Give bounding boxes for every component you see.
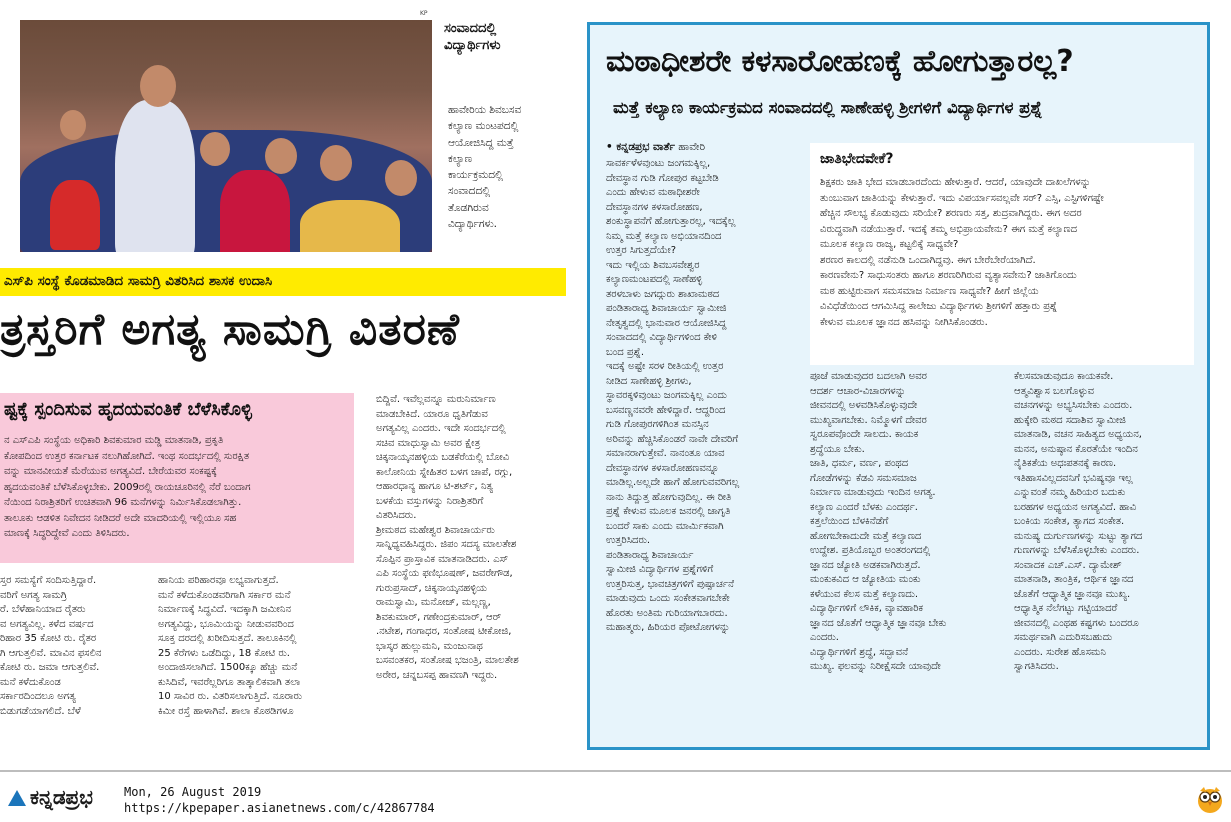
- kicker-band: [0, 268, 566, 296]
- right-article-column-1: ಸಾವರ್ಕಳೆಳವುಂಟು ಜಂಗಮಕ್ಕಿಲ್ಲ, ದೇವಸ್ಥಾನ ಗುಡಿ ಗೋಪುರ ಕಟ್ಟಬೇಡಿ ಎಂದು ಹೇಳುವ ಮಠಾಧೀಶರೇ ದೇವಸ್ಥಾನಗಳ ಕಳಸಾರೋಹಣ, ಶಂಕುಸ್ಥಾಪನೆಗೆ ಹೋಗುತ್ತಾರಲ್ಲ, ಇದಕ್ಕೆಲ್ಲ ನಿಮ್ಮ ಮತ್ತೆ ಕಲ್ಯಾಣ ಅಭಿಯಾನದಿಂದ ಉತ್ತರ ಸಿಗುತ್ತದೆಯೇ? ಇದು ಇಲ್ಲಿಯ ಶಿವಬಸವೇಶ್ವರ ಕಲ್ಯಾಣಮಂಟಪದಲ್ಲಿ ಸಾಣೆಹಳ್ಳಿ ತರಳಬಾಳು ಜಗದ್ಗುರು ಶಾಖಾಮಠದ ಪಂಡಿತಾರಾಧ್ಯ ಶಿವಾಚಾರ್ಯ ಸ್ವಾಮೀಜಿ ನೇತೃತ್ವದಲ್ಲಿ ಭಾನುವಾರ ಆಯೋಜಿಸಿದ್ದ ಸಂವಾದದಲ್ಲಿ ವಿದ್ಯಾರ್ಥಿಗಳಿಂದ ಕೇಳಿ ಬಂದ ಪ್ರಶ್ನೆ. ಇದಕ್ಕೆ ಅಷ್ಟೇ ಸರಳ ರೀತಿಯಲ್ಲಿ ಉತ್ತರ ನೀಡಿದ ಸಾಣೇಹಳ್ಳಿ ಶ್ರೀಗಳು, ಸ್ಥಾವರಕ್ಕಳಿವುಂಟು ಜಂಗಮಕ್ಕಿಲ್ಲ ಎಂದು ಬಸವಣ್ಣನವರೇ ಹೇಳಿದ್ದಾರೆ. ಆದ್ದರಿಂದ ಗುಡಿ ಗೋಪುರಗಳಿಗಿಂತ ಮನಸ್ಸಿನ ಅರಿವನ್ನು ಹೆಚ್ಚಿಸಿಕೊಂಡರೆ ನಾವೇ ದೇವರಿಗೆ ಸಮಾನರಾಗುತ್ತೇವೆ. ನಾನಂತೂ ಯಾವ ದೇವಸ್ಥಾನಗಳ ಕಳಸಾರೋಹಣವನ್ನೂ ಮಾಡಿಲ್ಲ.ಅಲ್ಲದೇ ಹಾಗೆ ಹೋಗುವವರಿಗಲ್ಲ ನಾನು ತಿದ್ದುತ್ತ ಹೋಗುವುದಿಲ್ಲ. ಈ ರೀತಿ ಪ್ರಶ್ನೆ ಕೇಳುವ ಮೂಲಕ ಜನರಲ್ಲಿ ಜಾಗೃತಿ ಬಂದರೆ ಸಾಕು ಎಂದು ಮಾರ್ಮಿಕವಾಗಿ ಉತ್ತರಿಸಿದರು. ಪಂಡಿತಾರಾಧ್ಯ ಶಿವಾಚಾರ್ಯ ಸ್ವಾಮೀಜಿ ವಿದ್ಯಾರ್ಥಿಗಳ ಪ್ರಶ್ನೆಗಳಿಗೆ ಉತ್ತರಿಸುತ್ತ, ಭಾವಚಿತ್ರಗಳಿಗೆ ಪುಷ್ಪಾರ್ಚನೆ ಮಾಡುವುದು ಒಂದು ಸಂಕೇತವಾಗಬೇಕೇ ಹೊರತು ಅಂತಿಮ ಗುರಿಯಾಗಬಾರದು. ಮಹಾತ್ಮರು, ಹಿರಿಯರ ಪೋಟೋಗಳನ್ನು: [606, 158, 740, 633]
- byline: [606, 141, 705, 154]
- edition-url[interactable]: https://kpepaper.asianetnews.com/c/42867784: [124, 801, 435, 815]
- kannada-prabha-logo[interactable]: [8, 785, 93, 809]
- right-article-column-2: ಪೂಜೆ ಮಾಡುವುದರ ಬದಲಾಗಿ ಅವರ ಆದರ್ಶ ಆಚಾರ-ವಿಚಾರಗಳನ್ನು ಜೀವನದಲ್ಲಿ ಅಳವಡಿಸಿಕೊಳ್ಳುವುದೇ ಮುಖ್ಯವಾಗಬೇಕು. ನಿಮ್ಮೊಳಗೆ ದೇವರ ಸ್ವರೂಪವೊಂದೇ ಸಾಲದು. ಕಾಯಕ ಶ್ರದ್ಧೆಯೂ ಬೇಕು. ಜಾತಿ, ಧರ್ಮ, ವರ್ಣ, ಪಂಥದ ಗೋಡೆಗಳನ್ನು ಕೆಡವಿ ಸಮಸಮಾಜ ನಿರ್ಮಾಣ ಮಾಡುವುದು ಇಂದಿನ ಅಗತ್ಯ. ಕಲ್ಯಾಣ ಎಂದರೆ ಬೆಳಕು ಎಂದರ್ಥ. ಕತ್ತಲೆಯಿಂದ ಬೆಳಕಿನೆಡೆಗೆ ಹೋಗಬೇಕಾದುದೇ ಮತ್ತೆ ಕಲ್ಯಾಣದ ಉದ್ದೇಶ. ಪ್ರತಿಯೊಬ್ಬರ ಅಂತರಂಗದಲ್ಲಿ ಜ್ಞಾನದ ಜ್ಯೋತಿ ಅಡಕವಾಗಿರುತ್ತದೆ. ಮಂಕುಕವಿದ ಆ ಜ್ಯೋತಿಯ ಮಂಕು ಕಳೆಯುವ ಕೆಲಸ ಮತ್ತೆ ಕಲ್ಯಾಣದು. ವಿದ್ಯಾರ್ಥಿಗಳಿಗೆ ಲೌಕಿಕ, ವ್ಯಾವಹಾರಿಕ ಜ್ಞಾನದ ಜೊತೆಗೆ ಆಧ್ಯಾತ್ಮಿಕ ಜ್ಞಾನವೂ ಬೇಕು ಎಂದರು. ವಿದ್ಯಾರ್ಥಿಗಳಿಗೆ ಶ್ರದ್ಧೆ, ಸದ್ಭಾವನೆ ಮುಖ್ಯ. ಫಲವನ್ನು ನಿರೀಕ್ಷೆಸದೇ ಯಾವುದೇ: [810, 371, 947, 672]
- sidebar-body: ಶಿಕ್ಷಕರು ಜಾತಿ ಭೇದ ಮಾಡಬಾರದೆಂದು ಹೇಳುತ್ತಾರೆ. ಆದರೆ, ಯಾವುದೇ ದಾಖಲೆಗಳನ್ನು ತುಂಬುವಾಗ ಜಾತಿಯನ್ನು ಕೇಳುತ್ತಾರೆ. ಇದು ವಿಪರ್ಯಾಸವಲ್ಲವೇ ಸರ್? ಎಸ್ಸಿ, ಎಸ್ಟಿಗಳಿಗಷ್ಟೇ ಹೆಚ್ಚಿನ ಸೌಲಭ್ಯ ಕೊಡುವುದು ಸರಿಯೇ? ಶರಣರು ಸತ್ತ, ಶುದ್ರವಾಗಿದ್ದರು. ಈಗ ಅದರ ವಿರುದ್ಧವಾಗಿ ನಡೆಯುತ್ತಾರೆ. ಇದಕ್ಕೆ ತಮ್ಮ ಅಭಿಪ್ರಾಯವೇನು? ಈಗ ಮತ್ತೆ ಕಲ್ಯಾಣದ ಮೂಲಕ ಕಲ್ಯಾಣ ರಾಜ್ಯ, ಕಟ್ಟಲಿಕ್ಕೆ ಸಾಧ್ಯವೇ? ಶರಣರ ಕಾಲದಲ್ಲಿ ನಡೆನುಡಿ ಒಂದಾಗಿದ್ದವು. ಈಗ ಬೇರೆಬೇರೆಯಾಗಿದೆ. ಕಾರಣವೇನು? ಸಾಧುಸಂತರು ಹಾಗೂ ಶರಣರಿಗಿರುವ ವ್ಯತ್ಯಾಸವೇನು? ಜಾತಿಗೊಂದು ಮಠ ಹುಟ್ಟಿರುವಾಗ ಸಮಸಮಾಜ ನಿರ್ಮಾಣ ಸಾಧ್ಯವೇ? ಹೀಗೆ ಜಿಲ್ಲೆಯ ವಿವಿಧೆಡೆಯಿಂದ ಆಗಮಿಸಿದ್ದ ಕಾಲೇಜು ವಿದ್ಯಾರ್ಥಿಗಳು ಶ್ರೀಗಳಿಗೆ ಹತ್ತಾರು ಪ್ರಶ್ನೆ ಕೇಳುವ ಮೂಲಕ ಜ್ಞಾನದ ಹಸಿವನ್ನು ನೀಗಿಸಿಕೊಂಡರು.: [820, 177, 1104, 328]
- pink-box-heading: ಷ್ಟಕ್ಕೆ ಸ್ಪಂದಿಸುವ ಹೃದಯವಂತಿಕೆ ಬೆಳೆಸಿಕೊಳ್ಳಿ: [4, 399, 252, 420]
- footer-divider: [0, 770, 1231, 772]
- left-headline: ತ್ರಸ್ತರಿಗೆ ಅಗತ್ಯ ಸಾಮಗ್ರಿ ವಿತರಣೆ: [0, 304, 460, 355]
- right-article-column-3: ಕೆಲಸಮಾಡುವುದೂ ಕಾಯಕವೇ. ಆತ್ಮವಿಶ್ವಾಸ ಬಲಗೊಳ್ಳುವ ವಚನಗಳನ್ನು ಅಭ್ಯಸಿಸಬೇಕು ಎಂದರು. ಹುಕ್ಕೇರಿ ಮಠದ ಸದಾಶಿವ ಸ್ವಾಮೀಜಿ ಮಾತನಾಡಿ, ವಚನ ಸಾಹಿತ್ಯದ ಅಧ್ಯಯನ, ಮನನ, ಅನುಷ್ಠಾನ ಕೊರತೆಯೇ ಇಂದಿನ ನೈತಿಕತೆಯ ಅಧಃಪತನಕ್ಕೆ ಕಾರಣ. ಇತಿಹಾಸವಿಲ್ಲದವನಿಗೆ ಭವಿಷ್ಯವೂ ಇಲ್ಲ ಎನ್ನುವಂತೆ ನಮ್ಮ ಹಿರಿಯರ ಬದುಕು ಬರಹಗಳ ಅಧ್ಯಯನ ಅಗತ್ಯವಿದೆ. ಹಾವಿ ಬಂಕಿಯ ಸಂಕೇತ, ತ್ಯಾಗದ ಸಂಕೇತ. ಮನುಷ್ಯ ದುರ್ಗುಣಗಳನ್ನು ಸುಟ್ಟು ತ್ಯಾಗದ ಗುಣಗಳನ್ನು ಬೆಳೆಸಿಕೊಳ್ಳಬೇಕು ಎಂದರು. ಸಂವಾದಕ ಎಚ್.ಎಸ್. ದ್ಯಾಮೇಶ್ ಮಾತನಾಡಿ, ತಾಂತ್ರಿಕ, ಆರ್ಥಿಕ ಜ್ಞಾನದ ಜೊತೆಗೆ ಆಧ್ಯಾತ್ಮಿಕ ಜ್ಞಾನವೂ ಮುಖ್ಯ. ಆಧ್ಯಾತ್ಮಿಕ ನೆಲೆಗಟ್ಟು ಗಟ್ಟಿಯಾದರೆ ಜೀವನದಲ್ಲಿ ಎಂಥಹ ಕಷ್ಟಗಳು ಬಂದರೂ ಸಮರ್ಥವಾಗಿ ಎದುರಿಸಬಹುದು ಎಂದರು. ಸುರೇಶ ಹೊಸಮನಿ ಸ್ವಾಗತಿಸಿದರು.: [1014, 371, 1143, 672]
- right-headline: ಮಠಾಧೀಶರೇ ಕಳಸಾರೋಹಣಕ್ಕೆ ಹೋಗುತ್ತಾರಲ್ಲ?: [606, 44, 1074, 79]
- logo-mark-icon: [8, 790, 26, 806]
- kicker-text: ಎಸ್‌ಪಿ ಸಂಸ್ಥೆ ಕೊಡಮಾಡಿದ ಸಾಮಗ್ರಿ ವಿತರಿಸಿದ ಶಾಸಕ ಉದಾಸಿ: [4, 273, 273, 289]
- owl-icon[interactable]: [1196, 784, 1224, 814]
- pink-highlight-box: [0, 393, 354, 563]
- photo-credit-label: KP: [420, 10, 428, 17]
- byline-place: ಹಾವೇರಿ: [678, 141, 705, 153]
- logo-text: ಕನ್ನಡಪ್ರಭ: [30, 785, 93, 809]
- left-article-column-3: ಬಿದ್ದಿವೆ. ಇವೆಲ್ಲವನ್ನೂ ಮರುನಿರ್ಮಾಣ ಮಾಡಬೇಕಿದೆ. ಯಾರೂ ಧೃತಿಗೆಡುವ ಅಗತ್ಯವಿಲ್ಲ ಎಂದರು. ಇದೇ ಸಂದರ್ಭದಲ್ಲಿ ಸಚಿವ ಮಾಧುಸ್ವಾಮಿ ಅವರ ಕ್ಷೇತ್ರ ಚಿಕ್ಕನಾಯ್ಕನಹಳ್ಳಿಯ ಬಡಕೆರೆಯಲ್ಲಿ ಬೋವಿ ಕಾಲೋನಿಯ ಸ್ನೇಹಿತರ ಬಳಗ ಚಾಪೆ, ರಗ್ಗು, ಆಹಾರಧಾನ್ಯ ಹಾಗೂ ಟಿ-ಶರ್ಟ್, ನಿತ್ಯ ಬಳಕೆಯ ವಸ್ತುಗಳನ್ನು ನಿರಾಶ್ರಿತರಿಗೆ ವಿತರಿಸಿದರು. ಶ್ರೀಮಠದ ಮಹೇಶ್ವರ ಶಿವಾಚಾರ್ಯರು ಸಾನ್ನಿಧ್ಯವಹಿಸಿದ್ದರು. ಜಿಪಂ ಸದಸ್ಯ ಮಾಲತೇಶ ಸೊಪ್ಪಿನ ಪ್ರಾಸ್ತಾವಿಕ ಮಾತನಾಡಿದರು. ಎಸ್ ಎಪಿ ಸಂಸ್ಥೆಯ ಫಣಿಭೂಷಣ್, ಜವರೇಗೌಡ, ಗುರುಪ್ರಸಾದ್, ಚಿಕ್ಕನಾಯ್ಕನಹಳ್ಳಿಯ ರಾಮಸ್ವಾಮಿ, ಮನೋಜ್, ಮಲ್ಲಣ್ಣ, ಶಿವಕುಮಾರ್, ಗಣೇಂದ್ರಕುಮಾರ್, ಆರ್ .ನಟೇಶ, ಗಂಗಾಧರ, ಸಂತೋಷ ಟೀಕೋಜಿ, ಭಾಸ್ಕರ ಹುಲ್ಲುಮನಿ, ಮಂಜುನಾಥ ಬಸವಂತಕರ, ಸಂತೋಷ ಭಜಂತ್ರಿ, ಮಾಲತೇಶ ಅರೇರ, ಚನ್ನಬಸಪ್ಪ ಹಾವಣಗಿ ಇದ್ದರು.: [376, 394, 519, 681]
- photo-caption-body: ಹಾವೇರಿಯ ಶಿವಬಸವ ಕಲ್ಯಾಣ ಮಂಟಪದಲ್ಲಿ ಆಯೋಜಿಸಿದ್ದ ಮತ್ತೆ ಕಲ್ಯಾಣ ಕಾರ್ಯಕ್ರಮದಲ್ಲಿ ಸಂವಾದದಲ್ಲಿ ತೊಡಗಿರುವ ವಿದ್ಯಾರ್ಥಿಗಳು.: [448, 104, 522, 230]
- photo-caption-title: ಸಂವಾದದಲ್ಲಿ ವಿದ್ಯಾರ್ಥಿಗಳು: [444, 21, 501, 54]
- right-subheadline: ಮತ್ತೆ ಕಲ್ಯಾಣ ಕಾರ್ಯಕ್ರಮದ ಸಂವಾದದಲ್ಲಿ ಸಾಣೇಹಳ್ಳಿ ಶ್ರೀಗಳಿಗೆ ವಿದ್ಯಾರ್ಥಿಗಳ ಪ್ರಶ್ನೆ: [613, 98, 1043, 117]
- sidebar-heading: ಜಾತಿಭೇದವೇಕೆ?: [820, 151, 894, 167]
- students-photo: [20, 20, 432, 252]
- left-article-column-2: ಹಾನಿಯ ಪರಿಹಾರವೂ ಲಭ್ಯವಾಗುತ್ತದೆ. ಮನೆ ಕಳೆದುಕೊಂಡವರಿಗಾಗಿ ಸರ್ಕಾರ ಮನೆ ನಿರ್ಮಾಣಕ್ಕೆ ಸಿದ್ಧವಿದೆ. ಇದಕ್ಕಾಗಿ ಜಮೀನಿನ ಅಗತ್ಯವಿದ್ದು, ಭೂಮಿಯನ್ನು ನೀಡುವವರಿಂದ ಸೂಕ್ತ ದರದಲ್ಲಿ ಖರೀದಿಸುತ್ತದೆ. ತಾಲೂಕಿನಲ್ಲಿ 25 ಕೆರೆಗಳು ಒಡೆದಿದ್ದು, 18 ಕೋಟಿ ರು. ಅಂದಾಜಿಸಲಾಗಿದೆ. 1500ಕ್ಕೂ ಹೆಚ್ಚು ಮನೆ ಕುಸಿದಿವೆ, ಇವರೆಲ್ಲರಿಗೂ ತಾತ್ಕಾಲಿಕವಾಗಿ ತಲಾ 10 ಸಾವಿರ ರು. ವಿತರಿಸಲಾಗುತ್ತಿದೆ. ನೂರಾರು ಕಿಮೀ ರಸ್ತೆ ಹಾಳಾಗಿವೆ. ಶಾಲಾ ಕೊಠಡಿಗಳೂ: [158, 575, 303, 717]
- byline-source: • ಕನ್ನಡಪ್ರಭ ವಾರ್ತೆ: [606, 141, 675, 153]
- sidebar-box: [810, 143, 1194, 365]
- edition-date: Mon, 26 August 2019: [124, 785, 262, 799]
- pink-box-body: ನ ಎಸ್‌ಎಪಿ ಸಂಸ್ಥೆಯ ಅಧಿಕಾರಿ ಶಿವಕುಮಾರ ಮಡ್ಡಿ ಮಾತನಾಡಿ, ಪ್ರಕೃತಿ ಕೋಪದಿಂದ ಉತ್ತರ ಕರ್ನಾಟಕ ನಲುಗಿಹೋಗಿದೆ. ಇಂಥ ಸಂದರ್ಭದಲ್ಲಿ ಸುರಕ್ಷಿತ ವನ್ನು ಮಾನವೀಯತೆ ಮೆರೆಯುವ ಅಗತ್ಯವಿದೆ. ಬೇರೆಯವರ ಸಂಕಷ್ಟಕ್ಕೆ ಹೃದಯವಂತಿಕೆ ಬೆಳೆಸಿಕೊಳ್ಳಬೇಕು. 2009ರಲ್ಲಿ ರಾಯಚೂರಿನಲ್ಲಿ ನೆರೆ ಬಂದಾಗ ನೆಯಿಂದ ನಿರಾಶ್ರಿತರಿಗೆ ಉಚಿತವಾಗಿ 96 ಮನೆಗಳನ್ನು ನಿರ್ಮಿಸಿಕೊಡಲಾಗಿತ್ತು. ತಾಲೂಕು ಆಡಳಿತ ನಿವೇದನ ನೀಡಿದರೆ ಅದೇ ಮಾದರಿಯಲ್ಲಿ ಇಲ್ಲಿಯೂ ಸಹ ಮಾಣಕ್ಕೆ ಸಿದ್ಧರಿದ್ದೇವೆ ಎಂದು ತಿಳಿಸಿದರು.: [4, 435, 251, 539]
- left-article-column-1: ಸ್ತರ ಸಮಸ್ಯೆಗೆ ಸಂದಿಸುತ್ತಿದ್ದಾರೆ. ವರಿಗೆ ಅಗತ್ಯ ಸಾಮಗ್ರಿ ರೆ. ಬೆಳೆಹಾನಿಯಾದ ರೈತರು ವ ಅಗತ್ಯವಿಲ್ಲ. ಕಳೆದ ವರ್ಷದ ರಿಹಾರ 35 ಕೋಟಿ ರು. ರೈತರ ಗಿ ಆಗುತ್ತಲಿವೆ. ಮಾವಿನ ಫಸಲಿನ ಕೋಟಿ ರು. ಜಮಾ ಆಗುತ್ತಲಿವೆ. ಮನೆ ಕಳೆದುಕೊಂಡ ಸರ್ಕಾರದಿಂದಲೂ ಅಗತ್ಯ ಬಿಡುಗಡೆಯಾಗಲಿದೆ. ಬೆಳೆ: [0, 575, 102, 717]
